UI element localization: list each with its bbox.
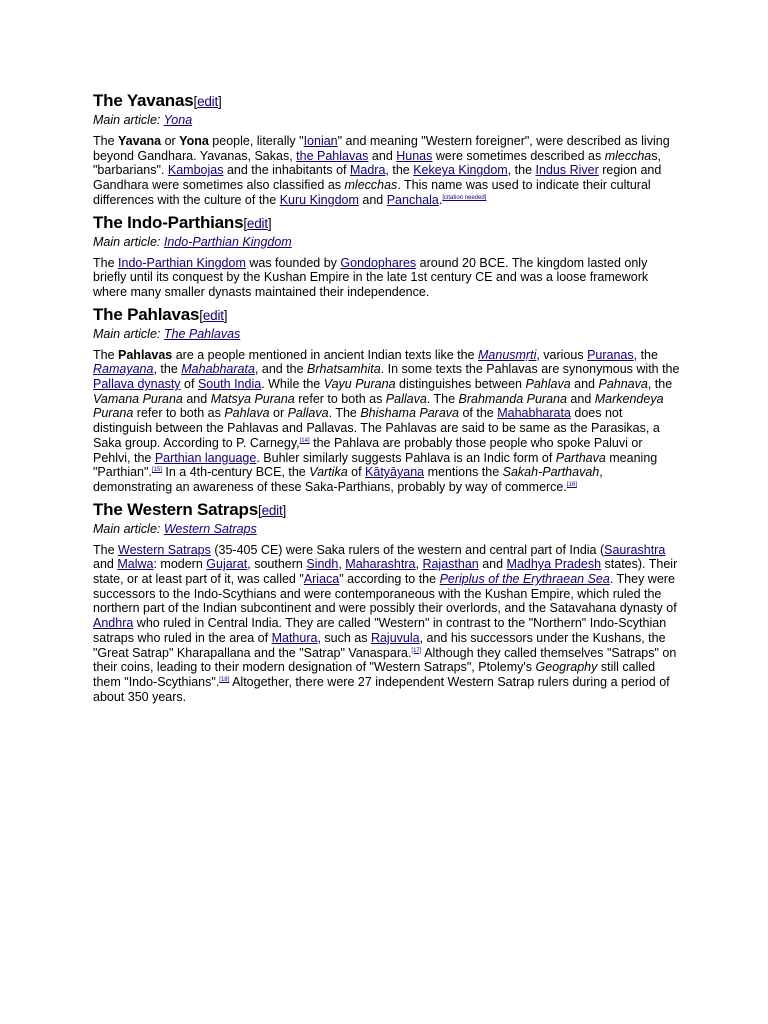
paragraph-text: Bhishama Parava	[360, 406, 459, 421]
paragraph-text: , such as	[317, 630, 371, 645]
edit-link[interactable]: edit	[197, 94, 219, 109]
wiki-link[interactable]: Ramayana	[93, 362, 154, 377]
section-yavanas	[93, 90, 683, 208]
paragraph-text: Matsya Purana	[210, 391, 295, 406]
wiki-link[interactable]: Sindh	[306, 557, 339, 572]
paragraph-text: or	[269, 406, 288, 421]
wiki-link[interactable]: Maharashtra	[345, 557, 416, 572]
wiki-link[interactable]: Malwa	[117, 557, 154, 572]
paragraph-text: and	[566, 391, 595, 406]
wiki-link[interactable]: Panchala	[386, 192, 439, 207]
paragraph-text: Yona	[179, 134, 209, 148]
paragraph-text: and	[570, 377, 599, 392]
paragraph-text: Pahlava	[224, 406, 270, 421]
section-paragraph	[93, 134, 683, 208]
section-paragraph	[93, 348, 683, 495]
edit-link[interactable]: edit	[246, 215, 268, 231]
section-heading	[93, 304, 683, 326]
wiki-link[interactable]: Kātyāyana	[365, 465, 425, 480]
edit-section: [edit]	[243, 215, 272, 231]
wiki-link[interactable]: Hunas	[396, 148, 433, 163]
paragraph-text: The	[93, 542, 119, 557]
paragraph-text: In a 4th-century BCE, the	[161, 465, 310, 480]
paragraph-text: The	[93, 134, 119, 148]
edit-link[interactable]: edit	[202, 307, 224, 323]
paragraph-text: . They were successors to the Indo-Scythians and were contemporaneous with the Kushan Empire, which ruled the northern part of the Indian subcontinent and were possibly their overlords, and the Satavahana dynasty of	[93, 572, 677, 616]
paragraph-text: Pahlavas	[118, 347, 173, 362]
wiki-link[interactable]: Indo-Parthian Kingdom	[118, 255, 246, 270]
edit-link[interactable]: edit	[261, 502, 283, 518]
paragraph-text: , the	[507, 163, 536, 178]
article-content	[93, 90, 683, 704]
paragraph-text: Geography	[535, 660, 598, 675]
paragraph-text: people, literally "	[208, 134, 304, 148]
paragraph-text: or	[161, 134, 180, 148]
wiki-link[interactable]: Gondophares	[340, 255, 417, 270]
paragraph-text: Although they called themselves "Satraps" on their coins, leading to their modern designation of "Western Satraps", Ptolemy's	[93, 645, 677, 675]
section-heading	[93, 212, 683, 234]
wiki-link[interactable]: Western Satraps	[118, 542, 211, 557]
paragraph-text: . While the	[261, 377, 324, 392]
wiki-link[interactable]: Kambojas	[167, 163, 224, 178]
wiki-link[interactable]: Indus River	[535, 163, 599, 178]
paragraph-text: of	[347, 465, 366, 480]
paragraph-text: ,	[415, 557, 423, 572]
paragraph-text: , the	[385, 163, 414, 178]
paragraph-text: and	[358, 192, 387, 207]
section-pahlavas	[93, 304, 683, 495]
main-article-link[interactable]: Western Satraps	[163, 521, 257, 536]
paragraph-text: Pahlava	[525, 377, 571, 392]
paragraph-text: . The	[426, 391, 459, 406]
section-western-satraps	[93, 499, 683, 705]
paragraph-text: Pallava	[287, 406, 329, 421]
paragraph-text: s, "barbarians".	[93, 148, 661, 178]
paragraph-text: . Buhler similarly suggests Pahlava is an Indic form of	[256, 450, 556, 465]
wiki-link[interactable]: Rajasthan	[422, 557, 479, 572]
paragraph-text: , and his successors under the Kushans, the "Great Satrap" Kharapallana and the "Satrap" Vanaspara.	[93, 630, 666, 660]
paragraph-text: .	[438, 192, 443, 207]
paragraph-text: states). Their state, or at least part of it, was called "	[93, 557, 678, 587]
paragraph-text: , the	[153, 362, 182, 377]
main-article-note: Main article: Western Satraps	[93, 521, 257, 536]
wiki-link[interactable]: Gujarat	[206, 557, 248, 572]
paragraph-text: ,	[338, 557, 346, 572]
wiki-link[interactable]: Manusmṛti	[478, 347, 537, 362]
wiki-link[interactable]: Kekeya Kingdom	[413, 163, 508, 178]
paragraph-text: , the	[647, 377, 673, 392]
reference-link[interactable]: [14]	[299, 437, 310, 444]
section-paragraph	[93, 543, 683, 705]
wiki-link[interactable]: Ariaca	[303, 572, 340, 587]
wiki-link[interactable]: Andhra	[93, 616, 134, 631]
section-title: The Pahlavas	[93, 304, 200, 324]
paragraph-text: Brahmanda Purana	[458, 391, 567, 406]
section-heading	[93, 499, 683, 521]
main-article-note: Main article: The Pahlavas	[93, 326, 241, 341]
edit-section: [edit]	[258, 502, 287, 518]
paragraph-text: of the	[459, 406, 498, 421]
main-article-link[interactable]: The Pahlavas	[163, 326, 241, 341]
paragraph-text: of	[180, 377, 198, 392]
paragraph-text: Altogether, there were 27 independent Western Satrap rulers during a period of about 350 years.	[93, 674, 670, 704]
reference-link[interactable]: [citation needed]	[442, 194, 487, 201]
reference-link[interactable]: [17]	[411, 647, 422, 654]
section-paragraph	[93, 256, 683, 300]
wiki-link[interactable]: Mahabharata	[181, 362, 255, 377]
reference-link[interactable]: [18]	[219, 676, 230, 683]
main-article-note: Main article: Indo-Parthian Kingdom	[93, 234, 292, 249]
section-indo-parthians	[93, 212, 683, 300]
paragraph-text: and	[478, 557, 507, 572]
edit-section: [edit]	[199, 307, 228, 323]
wiki-link[interactable]: Kuru Kingdom	[279, 192, 359, 207]
paragraph-text: , various	[536, 347, 588, 362]
wiki-link[interactable]: the Pahlavas	[296, 148, 369, 163]
section-title: The Yavanas	[93, 91, 194, 110]
wiki-link[interactable]: Pallava dynasty	[93, 377, 181, 392]
wiki-link[interactable]: Parthian language	[154, 450, 257, 465]
paragraph-text: Markendeya Purana	[93, 391, 664, 421]
wiki-link[interactable]: Ionian	[303, 134, 338, 148]
paragraph-text: " and meaning "Western foreigner", were described as living beyond Gandhara. Yavanas, Sakas,	[93, 134, 670, 163]
paragraph-text: meaning "Parthian".	[93, 450, 658, 480]
paragraph-text: mlecchas	[344, 178, 398, 193]
edit-section: [edit]	[193, 94, 222, 109]
paragraph-text: are a people mentioned in ancient Indian texts like the	[172, 347, 478, 362]
paragraph-text: The	[93, 347, 119, 362]
paragraph-text: were sometimes described as	[432, 148, 605, 163]
paragraph-text: distinguishes between	[395, 377, 526, 392]
paragraph-text: . In some texts the Pahlavas are synonymous with the	[380, 362, 680, 377]
paragraph-text: Vartika	[309, 465, 348, 480]
paragraph-text: , the	[633, 347, 658, 362]
wiki-link[interactable]: South India	[197, 377, 262, 392]
paragraph-text: and	[368, 148, 397, 163]
wiki-link[interactable]: Saurashtra	[604, 542, 666, 557]
paragraph-text: Yavana	[118, 134, 162, 148]
wiki-link[interactable]: Mahabharata	[497, 406, 571, 421]
paragraph-text: (35-405 CE) were Saka rulers of the western and central part of India (	[210, 542, 605, 557]
paragraph-text: refer to both as	[294, 391, 386, 406]
paragraph-text: the Pahlava are probably those people who spoke Paluvi or Pehlvi, the	[93, 435, 643, 465]
wiki-link[interactable]: Periplus of the Erythraean Sea	[439, 572, 610, 587]
paragraph-text: mleccha	[604, 148, 652, 163]
wiki-link[interactable]: Puranas	[587, 347, 634, 362]
paragraph-text: Vamana Purana	[93, 391, 183, 406]
paragraph-text: and the inhabitants of	[223, 163, 350, 178]
paragraph-text: , demonstrating an awareness of these Saka-Parthians, probably by way of commerce.	[93, 465, 603, 494]
section-title: The Indo-Parthians	[93, 212, 244, 232]
paragraph-text: " according to the	[339, 572, 440, 587]
reference-link[interactable]: [16]	[566, 481, 577, 488]
paragraph-text: still called them "Indo-Scythians".	[93, 660, 656, 689]
main-article-link[interactable]: Indo-Parthian Kingdom	[163, 234, 292, 249]
paragraph-text: The	[93, 255, 119, 270]
paragraph-text: refer to both as	[133, 406, 225, 421]
section-heading	[93, 90, 683, 112]
paragraph-text: around 20 BCE. The kingdom lasted only briefly until its conquest by the Kushan Empire in the late 1st century CE and was a loose framework where many smaller dynasts maintained their independence.	[93, 255, 649, 299]
paragraph-text: was founded by	[245, 255, 341, 270]
paragraph-text: Pahnava	[598, 377, 648, 392]
paragraph-text: , and the	[254, 362, 308, 377]
wiki-link[interactable]: Rajuvula	[370, 630, 420, 645]
paragraph-text: . This name was used to indicate their cultural differences with the culture of the	[93, 178, 651, 207]
paragraph-text: and	[93, 557, 118, 572]
paragraph-text: Parthava	[555, 450, 606, 465]
paragraph-text: and	[182, 391, 211, 406]
reference-link[interactable]: [15]	[151, 467, 162, 474]
paragraph-text: does not distinguish between the Pahlavas and Pallavas. The Pahlavas are said to be same as the Parasikas, a Saka group. According to P. Carnegy,	[93, 406, 660, 450]
paragraph-text: mentions the	[424, 465, 503, 480]
paragraph-text: Vayu Purana	[323, 377, 396, 392]
wiki-link[interactable]: Madra	[349, 163, 386, 178]
wiki-link[interactable]: Mathura	[271, 630, 318, 645]
main-article-link[interactable]: Yona	[163, 113, 193, 127]
paragraph-text: region and Gandhara were sometimes also classified as	[93, 163, 662, 193]
paragraph-text: Sakah-Parthavah	[502, 465, 600, 480]
section-title: The Western Satraps	[93, 499, 258, 519]
paragraph-text: Pallava	[385, 391, 427, 406]
paragraph-text: . The	[328, 406, 361, 421]
wiki-link[interactable]: Madhya Pradesh	[506, 557, 602, 572]
paragraph-text: Brhatsamhita	[307, 362, 381, 377]
paragraph-text: : modern	[153, 557, 207, 572]
paragraph-text: who ruled in Central India. They are called "Western" in contrast to the "Northern" Indo-Scythian satraps who ruled in the area of	[93, 616, 667, 645]
paragraph-text: , southern	[247, 557, 307, 572]
main-article-note: Main article: Yona	[93, 113, 193, 127]
